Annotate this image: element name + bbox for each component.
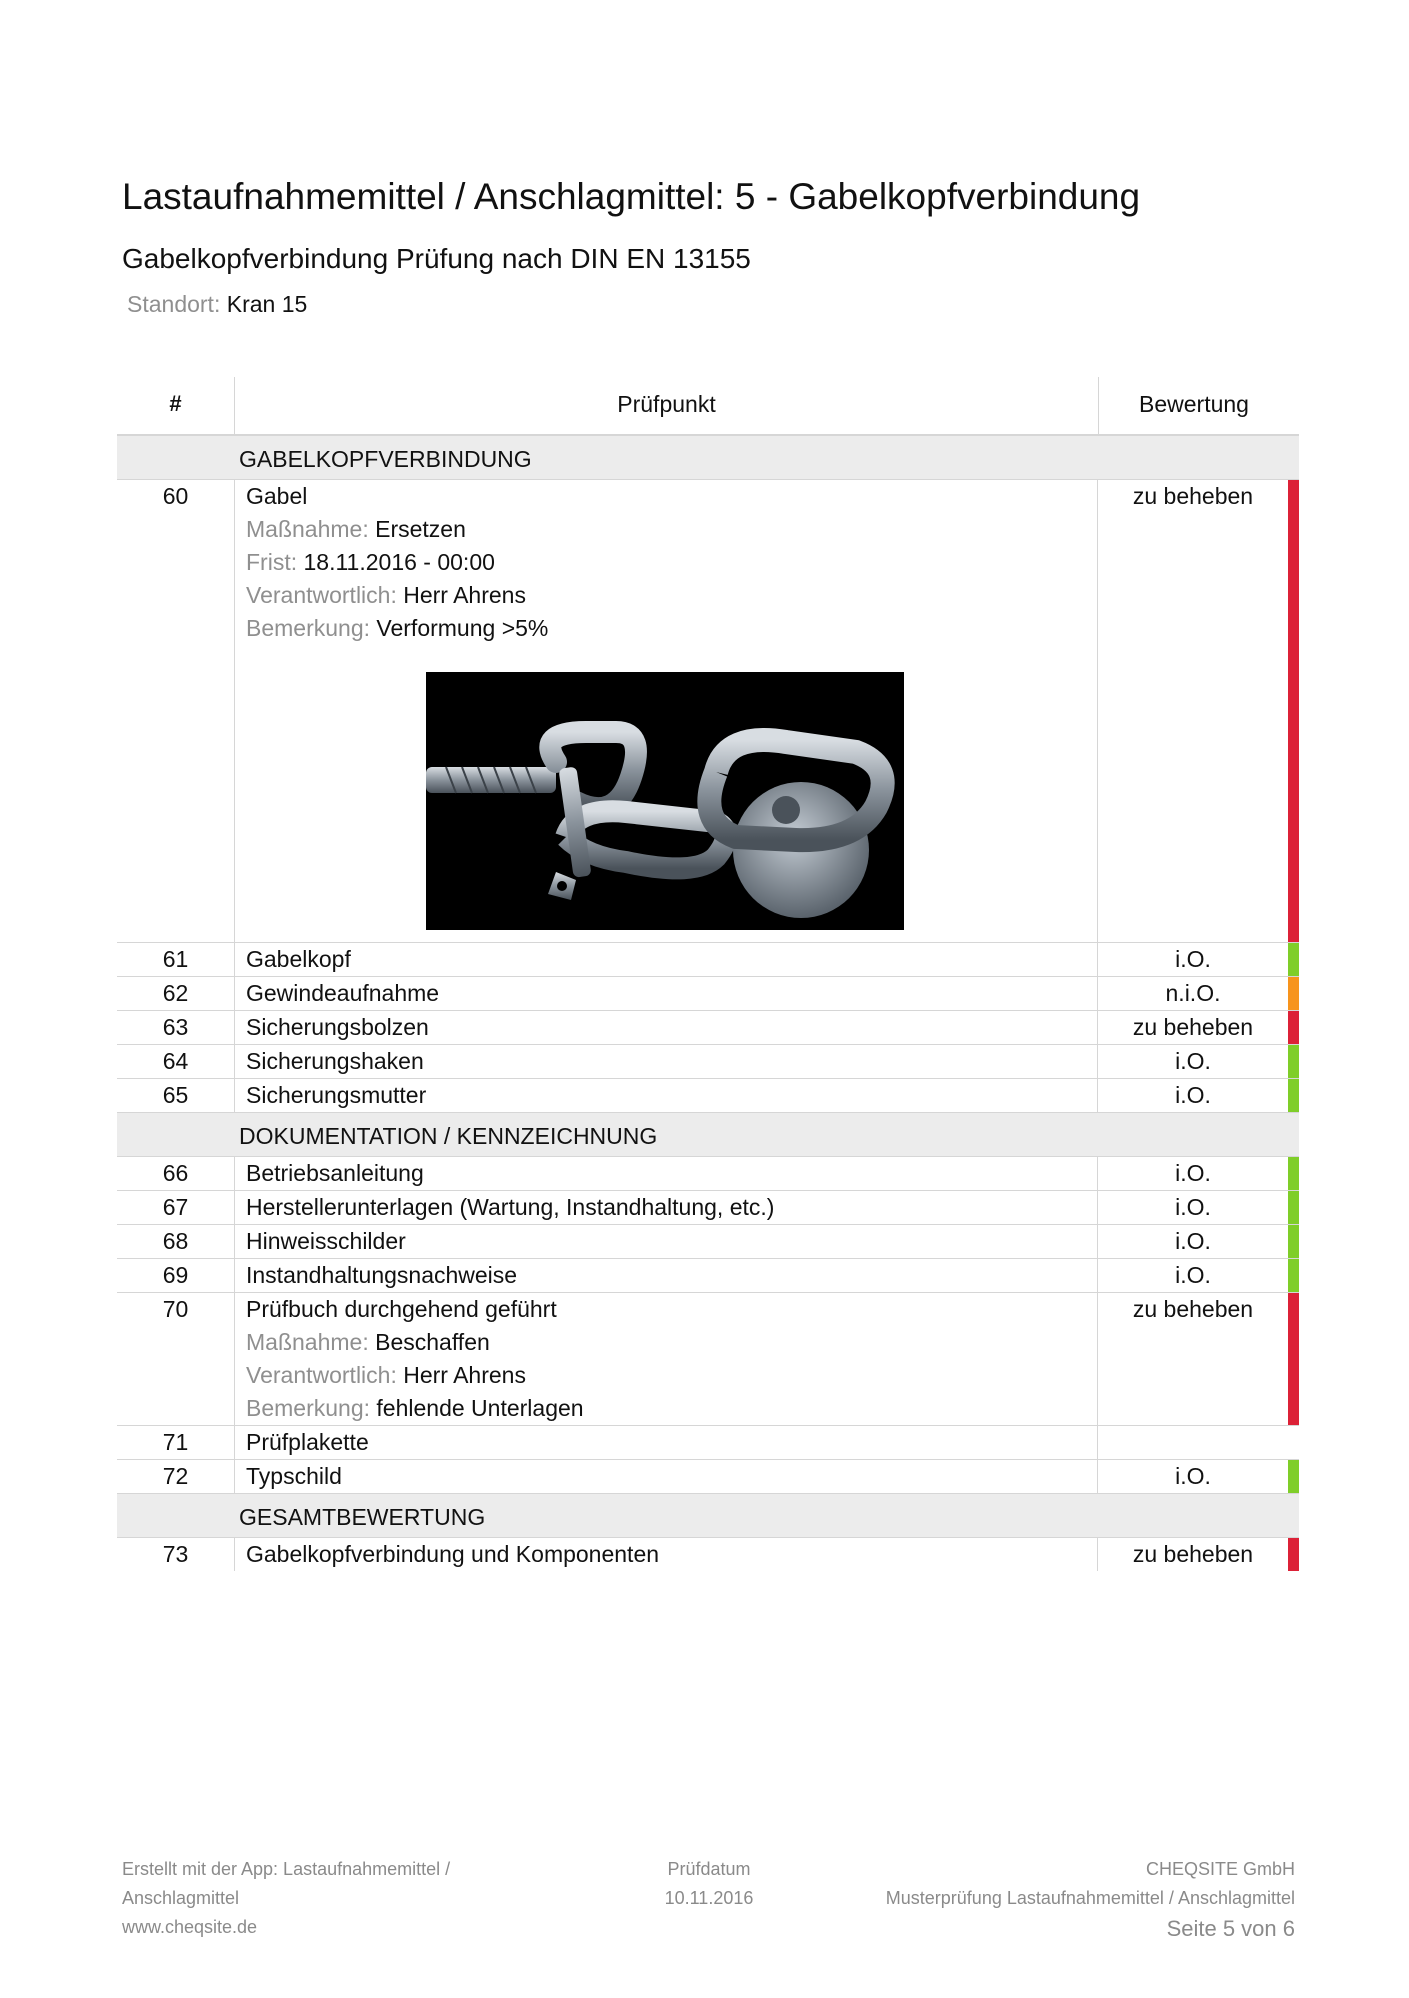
header-pruefpunkt: Prüfpunkt [617,391,716,417]
row-name: Herstellerunterlagen (Wartung, Instandhaltung, etc.) [246,1194,775,1220]
row-rating: n.i.O. [1165,980,1221,1006]
detail-value: Herr Ahrens [403,1362,526,1388]
row-rating: i.O. [1175,1048,1211,1074]
row-name: Gabelkopf [246,946,351,972]
row-name: Hinweisschilder [246,1228,406,1254]
row-pruefpunkt-cell [234,480,1098,942]
row-rating: i.O. [1175,1082,1211,1108]
row-rating: i.O. [1175,1228,1211,1254]
table-row [117,1259,1299,1293]
table-row [117,943,1299,977]
table-body [117,436,1299,1571]
status-indicator [1288,1538,1299,1571]
status-indicator [1288,1259,1299,1292]
detail-value: Beschaffen [375,1329,490,1355]
detail-value: 18.11.2016 - 00:00 [303,549,495,575]
page-title: Lastaufnahmemittel / Anschlagmittel: 5 - Gabelkopfverbindung [122,176,1141,217]
row-detail [246,579,1097,612]
row-pruefpunkt-cell [234,1225,1098,1258]
table-row [117,977,1299,1011]
row-detail [246,546,1097,579]
detail-label: Bemerkung: [246,615,371,641]
table-row [117,1426,1299,1460]
row-number: 67 [162,1194,189,1220]
location-label: Standort: [127,291,221,317]
row-name: Sicherungsmutter [246,1082,427,1108]
table-row [117,1157,1299,1191]
location-line [127,291,307,318]
row-name: Prüfbuch durchgehend geführt [246,1296,557,1322]
status-indicator [1288,1011,1299,1044]
row-number: 64 [162,1048,189,1074]
status-indicator [1288,977,1299,1010]
location-value: Kran 15 [226,291,308,317]
row-number: 60 [162,483,189,509]
table-row [117,1011,1299,1045]
section-title: GESAMTBEWERTUNG [239,1504,486,1530]
footer-app-line2: Anschlagmittel [122,1888,240,1908]
row-detail [246,1392,1097,1425]
detail-value: fehlende Unterlagen [376,1395,584,1421]
row-rating: zu beheben [1132,1296,1254,1322]
row-pruefpunkt-cell [234,1157,1098,1190]
section-heading [117,436,1299,480]
row-name: Sicherungsbolzen [246,1014,429,1040]
footer-page-number: Seite 5 von 6 [1166,1916,1295,1941]
detail-label: Frist: [246,549,298,575]
detail-label: Verantwortlich: [246,582,397,608]
row-rating: zu beheben [1132,1014,1254,1040]
detail-value: Ersetzen [375,516,466,542]
status-indicator [1288,1079,1299,1112]
row-pruefpunkt-cell [234,1079,1098,1112]
header-bewertung: Bewertung [1139,391,1249,417]
row-pruefpunkt-cell [234,1293,1098,1425]
row-rating: i.O. [1175,1160,1211,1186]
row-number: 69 [162,1262,189,1288]
row-name: Gewindeaufnahme [246,980,440,1006]
header-number: # [169,391,182,416]
detail-label: Verantwortlich: [246,1362,397,1388]
table-row [117,1460,1299,1494]
section-title: DOKUMENTATION / KENNZEICHNUNG [239,1123,658,1149]
table-row [117,1079,1299,1113]
row-number: 61 [162,946,189,972]
row-name: Betriebsanleitung [246,1160,424,1186]
row-detail [246,1359,1097,1392]
table-row [117,1191,1299,1225]
row-number: 70 [162,1296,189,1322]
row-name: Sicherungshaken [246,1048,424,1074]
table-row [117,1045,1299,1079]
row-rating: i.O. [1175,946,1211,972]
footer-report-name: Musterprüfung Lastaufnahmemittel / Anschlagmittel [885,1888,1295,1908]
row-pruefpunkt-cell [234,1011,1098,1044]
row-detail [246,513,1097,546]
row-name: Prüfplakette [246,1429,369,1455]
row-rating [1098,1426,1288,1459]
row-number: 71 [162,1429,189,1455]
row-pruefpunkt-cell [234,977,1098,1010]
table-header [117,377,1299,436]
row-pruefpunkt-cell [234,1191,1098,1224]
shackle-photo [426,672,904,930]
table-row [117,1293,1299,1426]
detail-label: Maßnahme: [246,516,369,542]
section-heading [117,1113,1299,1157]
row-detail [246,612,1097,645]
status-indicator [1288,480,1299,942]
section-title: GABELKOPFVERBINDUNG [239,446,532,472]
status-indicator [1288,1191,1299,1224]
row-pruefpunkt-cell [234,1538,1098,1571]
row-rating: i.O. [1175,1262,1211,1288]
status-indicator [1288,1293,1299,1425]
row-rating: i.O. [1175,1194,1211,1220]
row-rating: zu beheben [1132,483,1254,509]
table-row [117,1538,1299,1571]
page-subtitle: Gabelkopfverbindung Prüfung nach DIN EN 13155 [122,243,751,274]
footer-app-line1: Erstellt mit der App: Lastaufnahmemittel / [122,1859,451,1879]
row-number: 66 [162,1160,189,1186]
row-number: 62 [162,980,189,1006]
footer-date: 10.11.2016 [664,1888,754,1908]
detail-value: Herr Ahrens [403,582,526,608]
inspection-table [117,377,1299,1571]
row-pruefpunkt-cell [234,943,1098,976]
row-rating: i.O. [1175,1463,1211,1489]
footer-website: www.cheqsite.de [122,1917,258,1937]
section-heading [117,1494,1299,1538]
detail-label: Maßnahme: [246,1329,369,1355]
row-name: Instandhaltungsnachweise [246,1262,518,1288]
status-indicator [1288,1426,1299,1459]
row-number: 73 [162,1541,189,1567]
row-pruefpunkt-cell [234,1460,1098,1493]
row-pruefpunkt-cell [234,1045,1098,1078]
row-pruefpunkt-cell [234,1259,1098,1292]
row-pruefpunkt-cell [234,1426,1098,1459]
table-row [117,1225,1299,1259]
status-indicator [1288,943,1299,976]
footer-company: CHEQSITE GmbH [1145,1859,1295,1879]
row-number: 63 [162,1014,189,1040]
status-indicator [1288,1225,1299,1258]
row-number: 68 [162,1228,189,1254]
row-name: Gabelkopfverbindung und Komponenten [246,1541,660,1567]
row-number: 65 [162,1082,189,1108]
status-indicator [1288,1045,1299,1078]
table-row [117,480,1299,943]
footer-date-label: Prüfdatum [667,1859,751,1879]
detail-value: Verformung >5% [376,615,549,641]
detail-label: Bemerkung: [246,1395,371,1421]
status-indicator [1288,1157,1299,1190]
row-number: 72 [162,1463,189,1489]
row-name: Typschild [246,1463,342,1489]
row-rating: zu beheben [1132,1541,1254,1567]
row-detail [246,1326,1097,1359]
row-name: Gabel [246,483,308,509]
status-indicator [1288,1460,1299,1493]
